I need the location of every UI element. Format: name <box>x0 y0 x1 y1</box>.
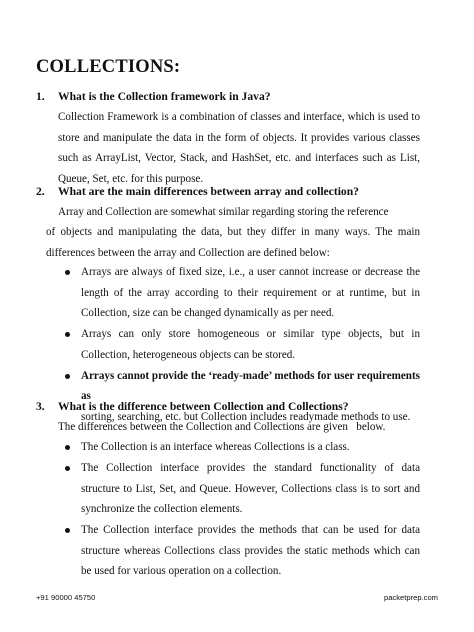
list-item <box>58 458 420 520</box>
list-item <box>58 437 420 458</box>
bullet-list-3 <box>58 437 420 582</box>
answer-paragraph-3: The differences between the Collection and Collections are given below. <box>58 421 386 433</box>
list-item-text: The Collection interface provides the methods that can be used for data structure whereas Collections class provides the static methods which can be used for various operation on a collection. <box>81 524 420 578</box>
list-item <box>58 262 420 324</box>
bullet-icon <box>65 445 70 450</box>
bullet-icon <box>65 332 70 337</box>
question-heading-1: What is the Collection framework in Java? <box>58 90 271 103</box>
answer-paragraph-2: of objects and manipulating the data, but they differ in many ways. The main differences between the array and Collection are defined below: <box>46 226 420 259</box>
footer-website: packetprep.com <box>383 593 438 602</box>
question-heading-3: What is the difference between Collection and Collections? <box>58 400 349 413</box>
footer-phone: +91 90000 45750 <box>36 593 96 602</box>
list-item-text: Arrays can only store homogeneous or similar type objects, but in Collection, heterogeneous objects can be stored. <box>81 328 420 361</box>
question-number-3: 3. <box>36 400 45 413</box>
bullet-icon <box>65 466 70 471</box>
page-title: COLLECTIONS: <box>36 57 181 77</box>
list-item-bold-text: Arrays cannot provide the ‘ready-made’ methods for user requirements as <box>81 369 420 403</box>
bullet-icon <box>65 270 70 275</box>
list-item <box>58 324 420 365</box>
list-item <box>58 520 420 582</box>
bullet-icon <box>65 374 70 379</box>
list-item-text: The Collection is an interface whereas Collections is a class. <box>81 441 350 453</box>
question-number-1: 1. <box>36 90 45 103</box>
answer-paragraph-2-line1: Array and Collection are somewhat similar regarding storing the reference <box>58 206 389 218</box>
list-item-text: The Collection interface provides the standard functionality of data structure to List, Set, and Queue. However, Collections class is to sort and synchronize the collection elements. <box>81 461 420 516</box>
list-item-text: Arrays are always of fixed size, i.e., a user cannot increase or decrease the length of the array according to their requirement or at runtime, but in Collection, size can be changed dynamically as per need. <box>81 266 420 320</box>
answer-paragraph-1: Collection Framework is a combination of classes and interface, which is used to store and manipulate the data in the form of objects. It provides various classes such as ArrayList, Vector, Stack, and HashSet, etc. and interfaces such as List, Queue, Set, etc. for this purpose. <box>58 111 420 185</box>
bullet-icon <box>65 528 70 533</box>
list-item-text: sorting, searching, etc. but Collection includes readymade methods to use. <box>81 410 411 423</box>
question-heading-2: What are the main differences between array and collection? <box>58 185 359 198</box>
question-number-2: 2. <box>36 185 45 198</box>
